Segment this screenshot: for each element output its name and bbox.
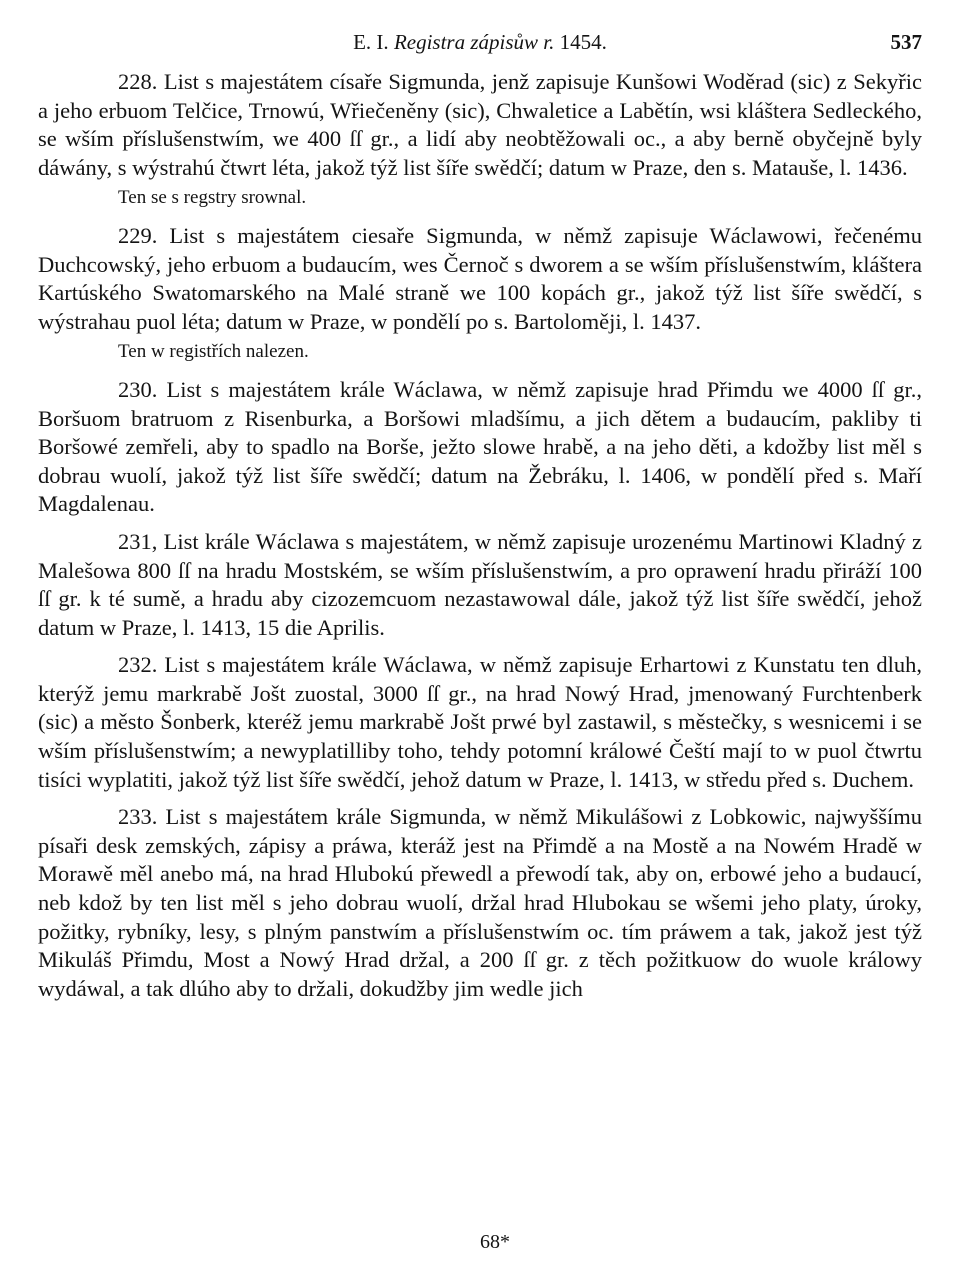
entry-text: 229. List s majestátem ciesaře Sigmunda, w němž zapisuje Wáclawowi, řečenému Duchcowský, jeho erbuom a budaucím, wes Černoč s dworem a se wším příslušenstwím, kláštera Kartúského Swatomarského na Malé straně we 100 kopách gr., jakož týž list šíře swědčí, s wýstrahau puol léta; datum w Praze, w pondělí po s. Bartoloměji, l. 1437. [38,222,922,334]
entry-233 [38,803,922,1003]
entry-note: Ten w registřích nalezen. [118,341,309,363]
entry-note: Ten se s regstry srownal. [118,187,307,209]
entry-229 [38,222,922,367]
entry-text: 232. List s majestátem krále Wáclawa, w němž zapisuje Erhartowi z Kunstatu ten dluh, kterýž jemu markrabě Jošt zuostal, 3000 ſſ gr., na hrad Nowý Hrad, jmenowaný Furchtenberk (sic) a město Šonberk, kteréž jemu markrabě Jošt prwé byl zastawil, s městečky, s wesnicemi i se wším příslušenstwím; a newyplatilliby toho, tehdy potomní králowé Čeští mají to w puol čtwrtu tisíci wyplatiti, jakož týž list šíře swědčí, jehož datum w Praze, l. 1413, w středu před s. Duchem. [38,652,922,792]
entry-230 [38,376,922,519]
entry-text: 228. List s majestátem císaře Sigmunda, jenž zapisuje Kunšowi Woděrad (sic) z Sekyřic a jeho erbuom Telčice, Trnowú, Wřiečeněny (sic), Chwaletice a Labětín, wsi kláštera Sedleckého, se wším příslušenstwím, we 400 ſſ gr., a lidí aby neobtěžowali oc., a aby berně obyčejně byly dáwány, s wýstrahú čtwrt léta, jakož týž list šíře swědčí; datum w Praze, den s. Matauše, l. 1436. [38,69,922,180]
header-series: E. I. [353,30,389,54]
running-header [38,28,922,60]
signature-mark: 68* [480,1231,510,1253]
page-number: 537 [890,30,922,54]
entry-text: 233. List s majestátem krále Sigmunda, w němž Mikulášowi z Lobkowic, najwyššímu písaři desk zemských, zápisy a práwa, kteráž jest na Přimdě a na Mostě a na Nowém Hradě w Morawě měl anebo má, na hrad Hlubokú přewedl a přewodí tak, aby on, erbowé jeho a budaucí, neb kdož by ten list měl s jeho dobrau wuolí, držal hrad Hlubokau se wšemi jeho platy, úroky, požitky, rybníky, lesy, s plným panstwím a příslušenstwím oc. tím práwem a tak, jakož jest týž Mikuláš Přimdu, Most a Nowý Hrad držal, a 200 ſſ gr. z těch požitkuow do wuole králowy wydáwal, a tak dlúho aby to držali, dokudžby jim wedle jich [38,804,922,1001]
entry-text: 230. List s majestátem krále Wáclawa, w němž zapisuje hrad Přimdu we 4000 ſſ gr., Boršuom bratruom z Risenburka, a Boršowi mladšímu, a jich dětem a budaucím, pakliby ti Boršowé zemřeli, aby to spadlo na Borše, ježto slowe hrabě, a na jeho děti, a kdožby list měl s dobrau wuolí, jakož týž list šíře swědčí; datum na Žebráku, l. 1406, w pondělí před s. Maří Magdalenau. [38,376,922,517]
entry-231 [38,528,922,642]
entry-text: 231, List krále Wáclawa s majestátem, w němž zapisuje urozenému Martinowi Kladný z Malešowa 800 ſſ na hradu Mostském, se wším příslušenstwím, a pro oprawení hradu přiráží 100 ſſ gr. k té sumě, a hradu aby cizozemcuom nezastawowal dále, jakož týž list šíře swědčí, jehož datum w Praze, l. 1413, 15 die Aprilis. [38,528,922,640]
header-year: 1454. [559,30,607,54]
document-page [38,28,922,1253]
header-title: Registra zápisůw r. [393,30,555,54]
entry-232 [38,651,922,794]
entry-228 [38,68,922,213]
header-title-line [38,28,922,57]
